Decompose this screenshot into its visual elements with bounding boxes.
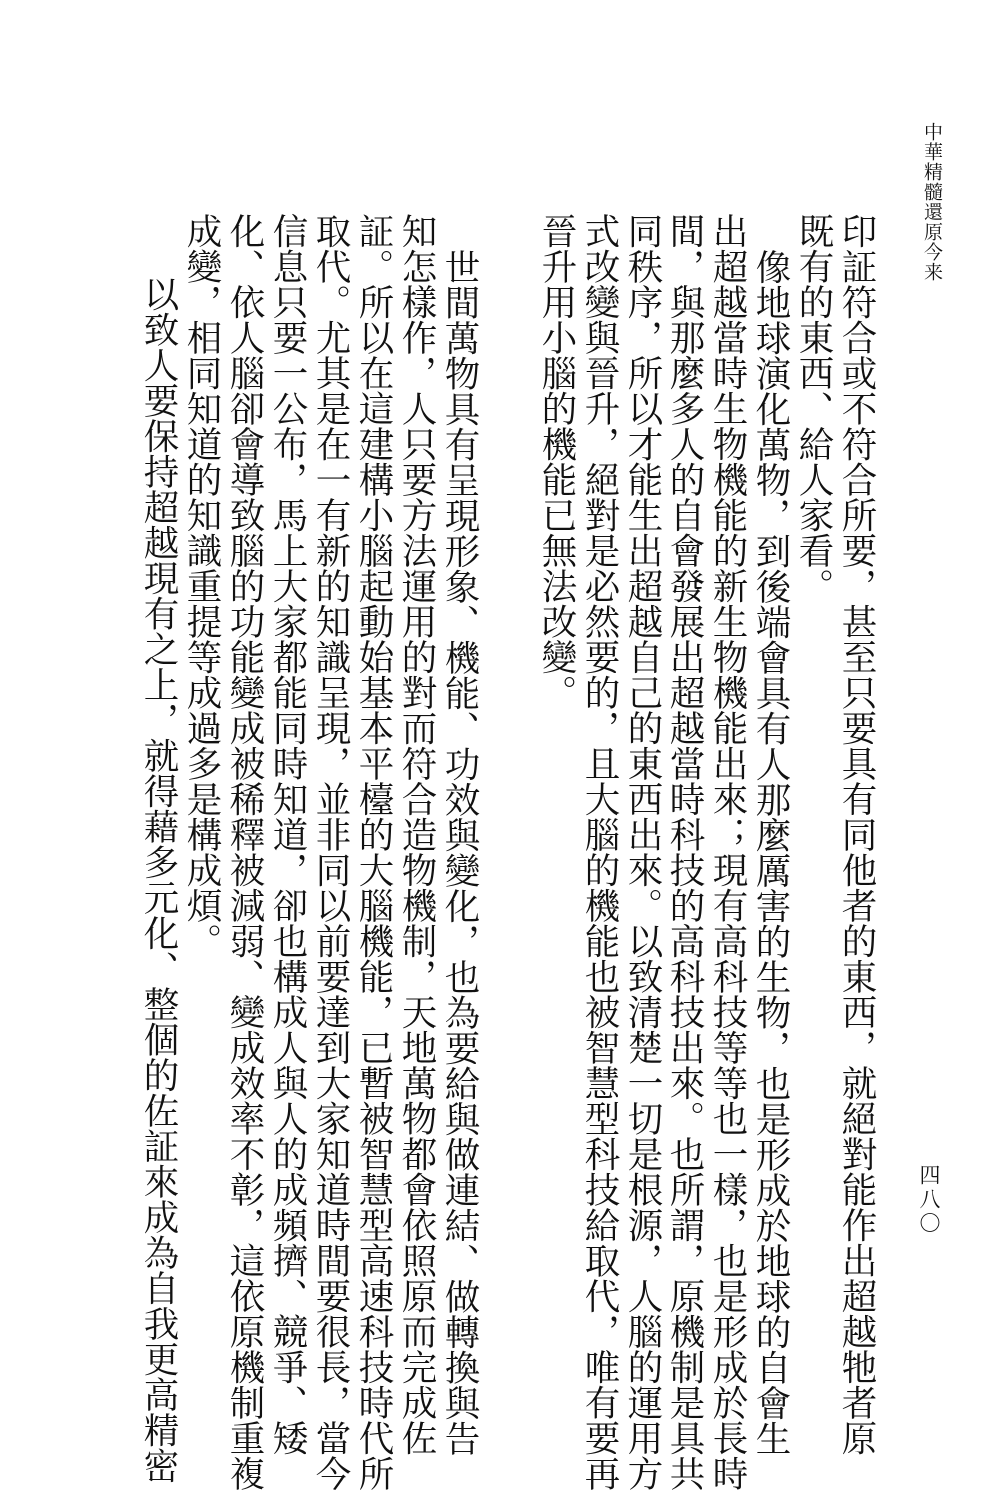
text-column: 同秩序，所以才能生出超越自己的東西出來。以致清楚一切是根源，人腦的運用方 (622, 213, 663, 1491)
page-number: 四八〇 (917, 1164, 941, 1236)
text-column: 晉升用小腦的機能已無法改變。 (536, 213, 577, 710)
text-column: 証。所以在這建構小腦起動始基本平檯的大腦機能，已暫被智慧型高速科技時代所 (353, 213, 394, 1491)
text-column: 式改變與晉升，絕對是必然要的，且大腦的機能也被智慧型科技給取代，唯有要再 (579, 213, 620, 1491)
text-column: 出超越當時生物機能的新生物機能出來；現有高科技等等也一樣，也是形成於長時 (707, 213, 748, 1491)
text-column: 化、依人腦卻會導致腦的功能變成被稀釋被減弱、變成效率不彰，這依原機制重複 (224, 213, 265, 1491)
text-column: 成變，相同知道的知識重提等成過多是構成煩。 (181, 213, 222, 959)
text-column: 知怎樣作，人只要方法運用的對而符合造物機制，天地萬物都會依照原而完成佐 (396, 213, 437, 1456)
text-column: 取代。尤其是在一有新的知識呈現，並非同以前要達到大家知道時間要很長，當今 (310, 213, 351, 1491)
text-column: 信息只要一公布，馬上大家都能同時知道，卻也構成人與人的成頻擠、競爭、矮 (267, 213, 308, 1456)
text-column: 印証符合或不符合所要，甚至只要具有同他者的東西，就絕對能作出超越牠者原 (836, 213, 877, 1456)
text-column: 像地球演化萬物，到後端會具有人那麼厲害的生物，也是形成於地球的自會生 (750, 249, 791, 1456)
text-column: 以致人要保持超越現有之上，就得藉多元化、整個的佐証來成為自我更高精密 (138, 276, 179, 1483)
text-column: 世間萬物具有呈現形象、機能、功效與變化，也為要給與做連結、做轉換與告 (439, 249, 480, 1456)
running-header: 中華精髓還原今来 (921, 122, 943, 282)
text-column: 間，與那麼多人的自會發展出超越當時科技的高科技出來。也所謂，原機制是具共 (664, 213, 705, 1491)
text-column: 既有的東西、給人家看。 (793, 213, 834, 604)
